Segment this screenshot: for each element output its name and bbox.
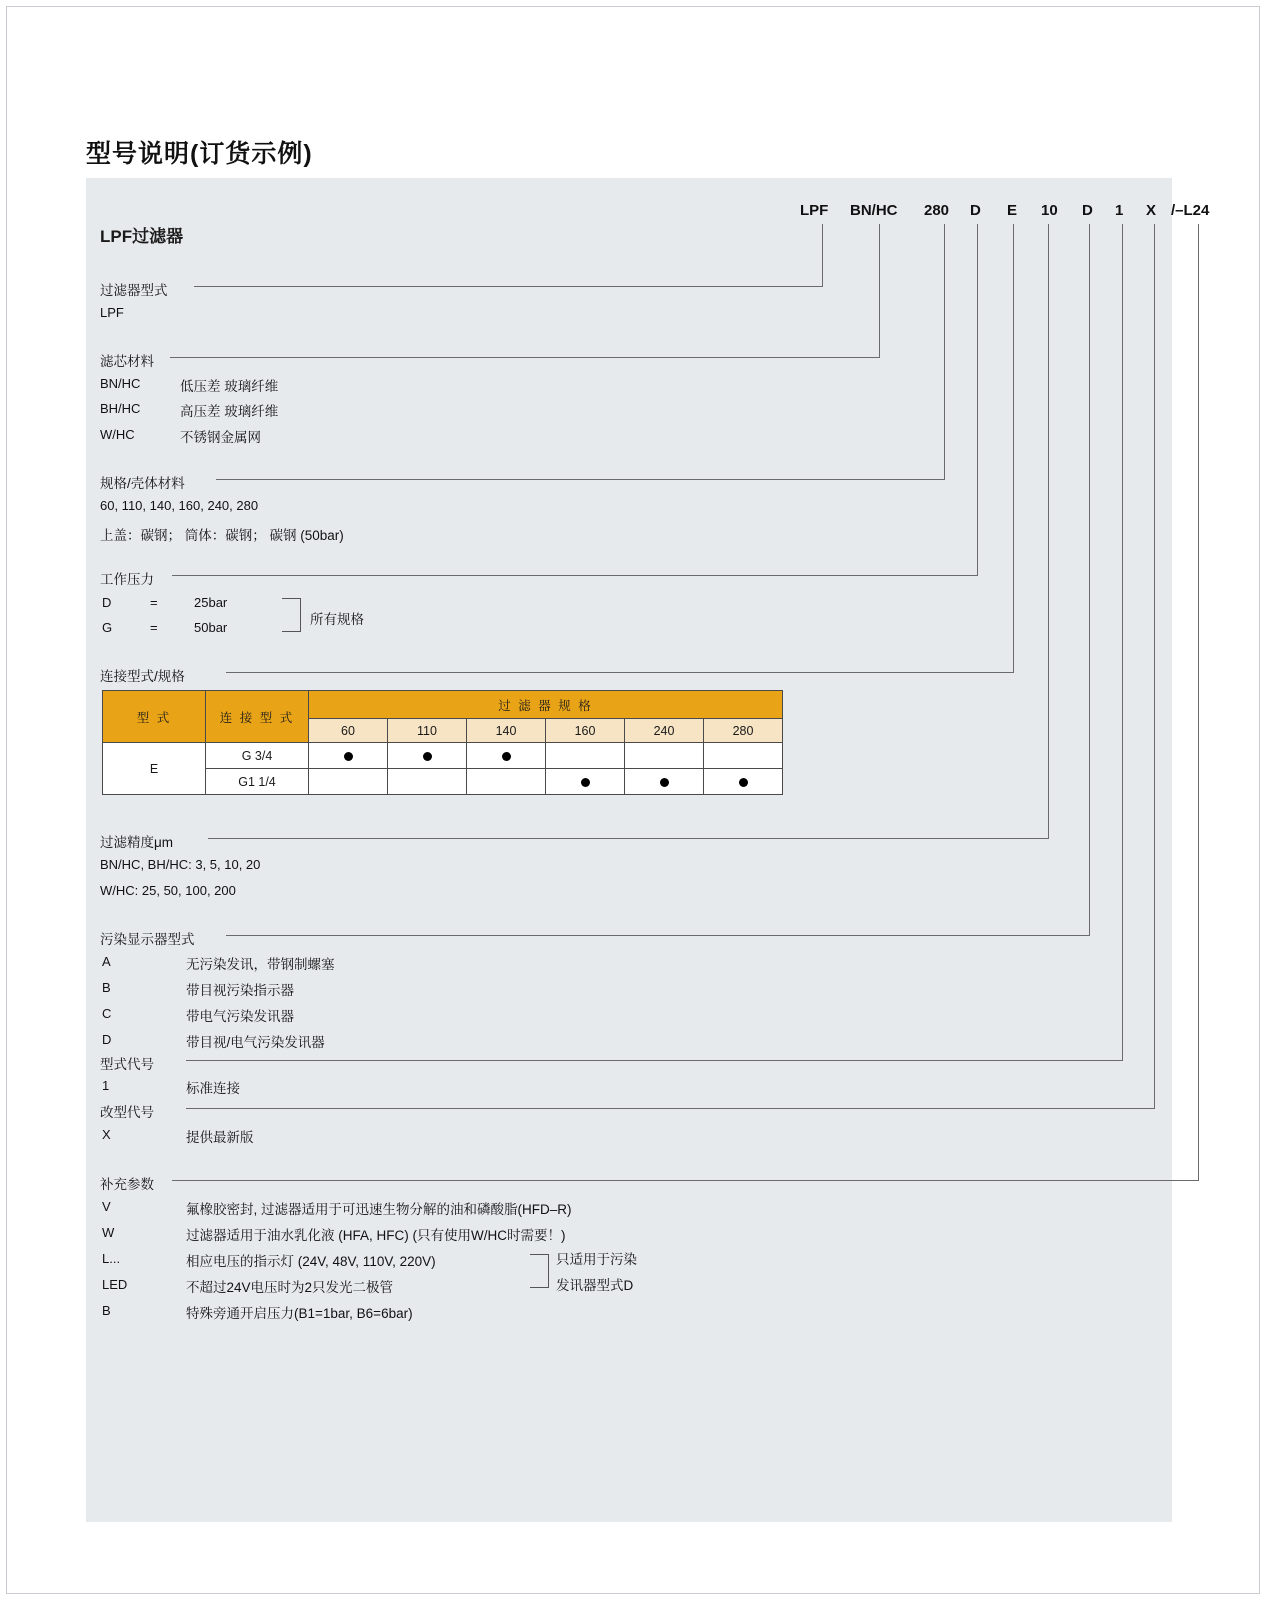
- size-housing-materials: 上盖：碳钢； 筒体：碳钢； 碳钢 (50bar): [100, 528, 344, 543]
- section-title-type-code: 型式代号: [100, 1057, 154, 1072]
- table-cell-type-E: E: [103, 743, 206, 795]
- section-title-connection: 连接型式/规格: [100, 669, 185, 684]
- element-material-desc-0: 低压差 玻璃纤维: [180, 379, 279, 394]
- clogging-code-3: D: [102, 1032, 112, 1047]
- code-token-d: D: [970, 202, 981, 219]
- leader-drop-filter-type: [822, 224, 823, 287]
- leader-drop-size-housing: [944, 224, 945, 480]
- filter-type-value: LPF: [100, 305, 124, 320]
- code-token-1: 1: [1115, 202, 1124, 219]
- leader-line-connection: [226, 672, 1013, 673]
- supplementary-code-3: LED: [102, 1277, 128, 1292]
- element-material-code-0: BN/HC: [100, 376, 141, 391]
- supplementary-code-1: W: [102, 1225, 115, 1240]
- working-pressure-value-1: 50bar: [194, 620, 228, 635]
- table-size-header-160: 160: [546, 719, 625, 743]
- type-code-desc-0: 标准连接: [186, 1081, 240, 1096]
- working-pressure-code-1: G: [102, 620, 113, 635]
- supplementary-desc-0: 氟橡胶密封, 过滤器适用于可迅速生物分解的油和磷酸脂(HFD–R): [186, 1202, 572, 1217]
- leader-line-clogging-indicator: [226, 935, 1089, 936]
- supplementary-code-2: L...: [102, 1251, 121, 1266]
- model-code-panel: [86, 178, 1210, 1522]
- supplementary-desc-4: 特殊旁通开启压力(B1=1bar, B6=6bar): [186, 1306, 413, 1321]
- leader-line-type-code: [186, 1060, 1122, 1061]
- clogging-desc-3: 带目视/电气污染发讯器: [186, 1035, 325, 1050]
- working-pressure-code-0: D: [102, 595, 112, 610]
- code-token-e: E: [1007, 202, 1018, 219]
- table-size-header-140: 140: [467, 719, 546, 743]
- supplementary-desc-1: 过滤器适用于油水乳化液 (HFA, HFC) (只有使用W/HC时需要！): [186, 1228, 566, 1243]
- supplementary-desc-2: 相应电压的指示灯 (24V, 48V, 110V, 220V): [186, 1254, 436, 1269]
- table-size-header-280: 280: [704, 719, 783, 743]
- order-code-row: [86, 202, 1210, 224]
- section-title-element-material: 滤芯材料: [100, 354, 154, 369]
- type-code-code-0: 1: [102, 1078, 110, 1093]
- dot-marker: [423, 752, 432, 761]
- leader-line-filtration-rating: [208, 838, 1048, 839]
- table-row: [103, 743, 783, 769]
- connection-spec-table: [102, 690, 783, 795]
- table-cell-mark-110-a: [388, 743, 467, 769]
- table-cell-mark-240-a: [625, 743, 704, 769]
- table-cell-connection-g34: G 3/4: [206, 743, 309, 769]
- leader-drop-modification-code: [1154, 224, 1155, 1109]
- size-housing-sizes: 60, 110, 140, 160, 240, 280: [100, 498, 259, 513]
- code-token-10: 10: [1041, 202, 1058, 219]
- leader-drop-element-material: [879, 224, 880, 358]
- dot-marker: [581, 778, 590, 787]
- element-material-code-1: BH/HC: [100, 401, 141, 416]
- section-title-working-pressure: 工作压力: [100, 572, 154, 587]
- leader-line-working-pressure: [172, 575, 977, 576]
- table-header-row: [103, 691, 783, 719]
- clogging-desc-2: 带电气污染发讯器: [186, 1009, 294, 1024]
- table-header-type: 型 式: [103, 691, 206, 743]
- supplementary-note-line-2: 发讯器型式D: [556, 1278, 634, 1293]
- page-title: 型号说明(订货示例): [86, 140, 313, 168]
- leader-line-size-housing: [216, 479, 944, 480]
- section-title-clogging-indicator: 污染显示器型式: [100, 932, 195, 947]
- leader-drop-filtration-rating: [1048, 224, 1049, 839]
- section-title-filter-type: 过滤器型式: [100, 283, 168, 298]
- dot-marker: [344, 752, 353, 761]
- working-pressure-note: 所有规格: [310, 612, 364, 627]
- code-token-lpf: LPF: [800, 202, 829, 219]
- leader-drop-type-code: [1122, 224, 1123, 1061]
- working-pressure-value-0: 25bar: [194, 595, 228, 610]
- section-title-size-housing: 规格/壳体材料: [100, 476, 185, 491]
- dot-marker: [502, 752, 511, 761]
- element-material-desc-2: 不锈钢金属网: [180, 430, 261, 445]
- table-cell-mark-280-b: [704, 769, 783, 795]
- code-token-bnhc: BN/HC: [850, 202, 898, 219]
- leader-line-modification-code: [186, 1108, 1154, 1109]
- modification-code-desc-0: 提供最新版: [186, 1130, 254, 1145]
- table-cell-mark-140-a: [467, 743, 546, 769]
- modification-code-code-0: X: [102, 1127, 111, 1142]
- leader-line-element-material: [170, 357, 879, 358]
- section-title-modification-code: 改型代号: [100, 1105, 154, 1120]
- code-token-280: 280: [924, 202, 950, 219]
- element-material-desc-1: 高压差 玻璃纤维: [180, 404, 279, 419]
- clogging-code-2: C: [102, 1006, 112, 1021]
- filtration-rating-row-1: W/HC: 25, 50, 100, 200: [100, 883, 236, 898]
- table-cell-mark-140-b: [467, 769, 546, 795]
- dot-marker: [660, 778, 669, 787]
- leader-line-supplementary: [172, 1180, 1198, 1181]
- table-cell-mark-240-b: [625, 769, 704, 795]
- table-cell-mark-60-b: [309, 769, 388, 795]
- table-cell-mark-280-a: [704, 743, 783, 769]
- table-cell-mark-160-a: [546, 743, 625, 769]
- code-token-d2: D: [1082, 202, 1093, 219]
- code-token-x: X: [1146, 202, 1157, 219]
- supplementary-note-line-1: 只适用于污染: [556, 1252, 637, 1267]
- leader-line-filter-type: [194, 286, 822, 287]
- leader-drop-working-pressure: [977, 224, 978, 576]
- supplementary-desc-3: 不超过24V电压时为2只发光二极管: [186, 1280, 394, 1295]
- table-cell-mark-160-b: [546, 769, 625, 795]
- dot-marker: [739, 778, 748, 787]
- clogging-desc-1: 带目视污染指示器: [186, 983, 294, 998]
- leader-drop-connection: [1013, 224, 1014, 673]
- leader-drop-clogging-indicator: [1089, 224, 1090, 936]
- table-cell-mark-60-a: [309, 743, 388, 769]
- brace-indicator-type-d: [530, 1254, 549, 1288]
- clogging-code-1: B: [102, 980, 111, 995]
- table-size-header-110: 110: [388, 719, 467, 743]
- working-pressure-eq-1: =: [150, 620, 158, 635]
- table-cell-connection-g114: G1 1/4: [206, 769, 309, 795]
- clogging-code-0: A: [102, 954, 111, 969]
- brace-all-sizes: [282, 598, 301, 632]
- supplementary-code-0: V: [102, 1199, 111, 1214]
- section-title-filtration-rating: 过滤精度μm: [100, 835, 174, 850]
- table-size-header-60: 60: [309, 719, 388, 743]
- table-header-connection: 连 接 型 式: [206, 691, 309, 743]
- section-title-supplementary: 补充参数: [100, 1177, 154, 1192]
- table-size-header-240: 240: [625, 719, 704, 743]
- product-heading: LPF过滤器: [100, 227, 184, 246]
- supplementary-code-4: B: [102, 1303, 111, 1318]
- element-material-code-2: W/HC: [100, 427, 135, 442]
- filtration-rating-row-0: BN/HC, BH/HC: 3, 5, 10, 20: [100, 857, 261, 872]
- clogging-desc-0: 无污染发讯，带钢制螺塞: [186, 957, 335, 972]
- code-token-l24: /–L24: [1171, 202, 1210, 219]
- table-cell-mark-110-b: [388, 769, 467, 795]
- leader-drop-supplementary: [1198, 224, 1199, 1181]
- working-pressure-eq-0: =: [150, 595, 158, 610]
- table-header-filter-size: 过 滤 器 规 格: [309, 691, 783, 719]
